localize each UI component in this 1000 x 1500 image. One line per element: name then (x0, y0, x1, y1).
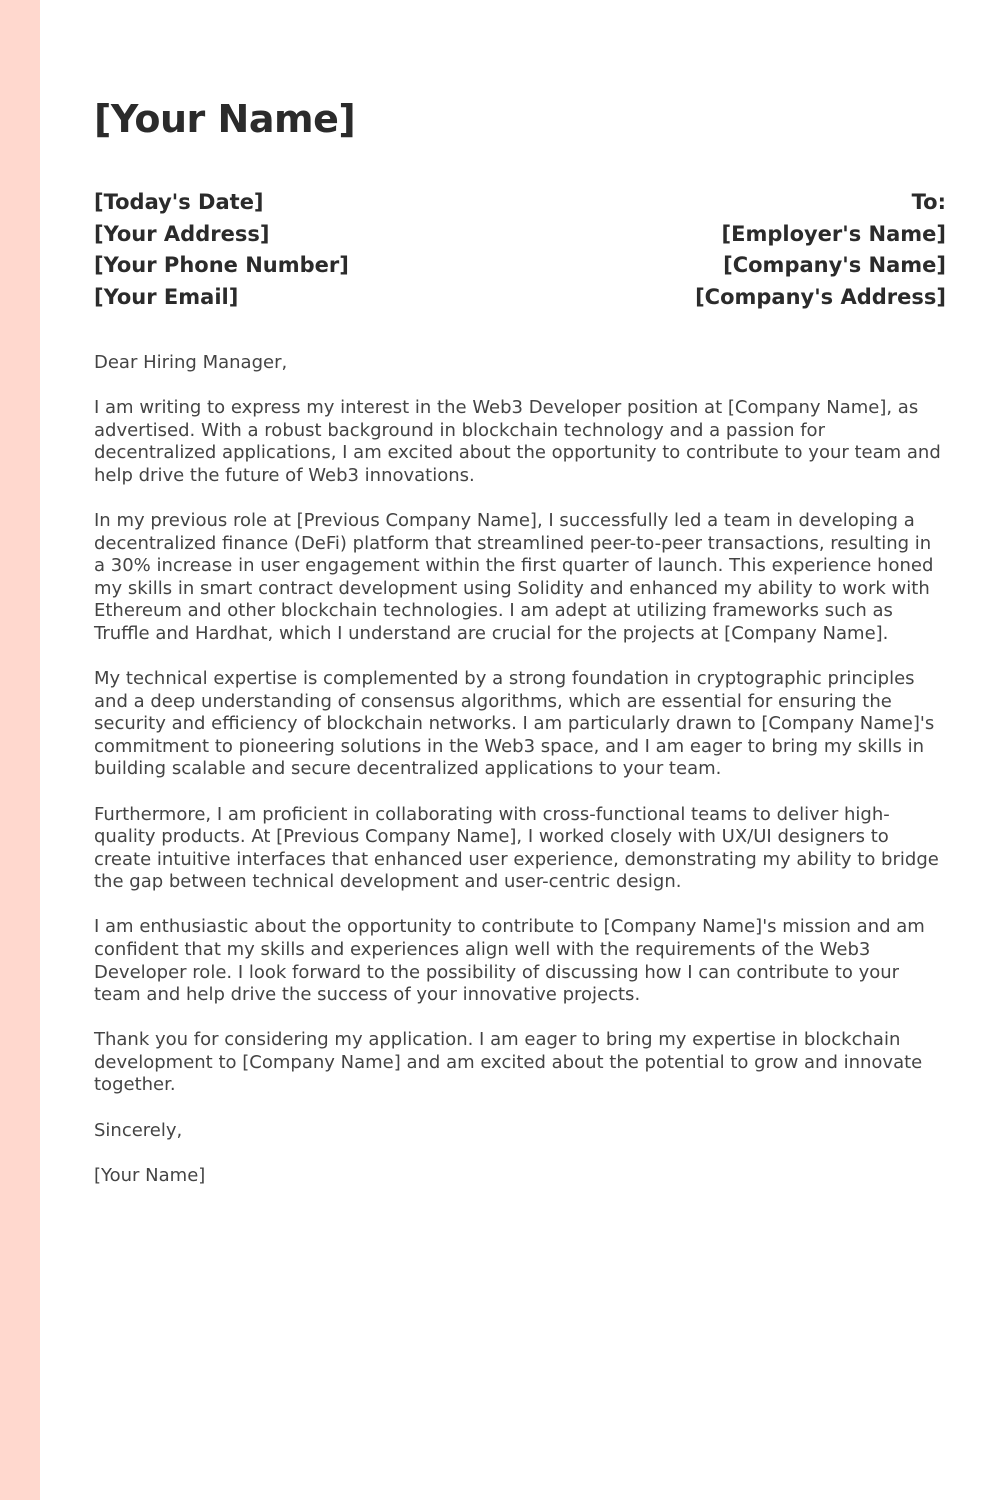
body-paragraph: Furthermore, I am proficient in collaborating with cross-functional teams to deliver high-quality products. At [Previous Company Name], I worked closely with UX/UI designers to create intuitive interfaces that enhanced user experience, demonstrating my ability to bridge the gap between technical development and user-centric design. (94, 803, 939, 893)
body-paragraph: In my previous role at [Previous Company Name], I successfully led a team in developing a decentralized finance (DeFi) platform that streamlined peer-to-peer transactions, resulting in a 30% increase in user engagement within the first quarter of launch. This experience honed my skills in smart contract development using Solidity and enhanced my ability to work with Ethereum and other blockchain technologies. I am adept at utilizing frameworks such as Truffle and Hardhat, which I understand are crucial for the projects at [Company Name]. (94, 509, 934, 644)
recipient-company-name: [Company's Name] (723, 253, 946, 277)
salutation: Dear Hiring Manager, (94, 352, 288, 373)
sender-email: [Your Email] (94, 284, 239, 309)
applicant-name-heading: [Your Name] (94, 97, 356, 141)
sender-phone: [Your Phone Number] (94, 253, 349, 277)
sender-details (94, 187, 349, 313)
closing: Sincerely, (94, 1119, 183, 1141)
body-paragraph: I am enthusiastic about the opportunity to contribute to [Company Name]'s mission and am confident that my skills and experiences align well with the requirements of the Web3 Developer role. I look forward to the possibility of discussing how I can contribute to your team and help drive the success of your innovative projects. (94, 916, 925, 1006)
body-paragraph: I am writing to express my interest in the Web3 Developer position at [Company Name], as advertised. With a robust background in blockchain technology and a passion for decentralized applications, I am excited about the opportunity to contribute to your team and help drive the future of Web3 innovations. (94, 397, 941, 486)
sender-date: [Today's Date] (94, 190, 264, 214)
signature: [Your Name] (94, 1164, 206, 1186)
recipient-details (695, 187, 946, 313)
body-paragraph: My technical expertise is complemented by a strong foundation in cryptographic principles and a deep understanding of consensus algorithms, which are essential for ensuring the security and efficiency of blockchain networks. I am particularly drawn to [Company Name]'s commitment to pioneering solutions in the Web3 space, and I am eager to bring my skills in building scalable and secure decentralized applications to your team. (94, 668, 935, 780)
sender-address: [Your Address] (94, 221, 270, 246)
recipient-to-label: To: (911, 190, 946, 214)
contact-header (94, 187, 946, 313)
recipient-employer-name: [Employer's Name] (721, 221, 946, 246)
body-paragraph: Thank you for considering my application. I am eager to bring my expertise in blockchain development to [Company Name] and am excited about the potential to grow and innovate together. (94, 1029, 923, 1096)
recipient-company-address: [Company's Address] (695, 284, 946, 309)
letter-body (94, 352, 946, 1210)
accent-bar (0, 0, 40, 1500)
